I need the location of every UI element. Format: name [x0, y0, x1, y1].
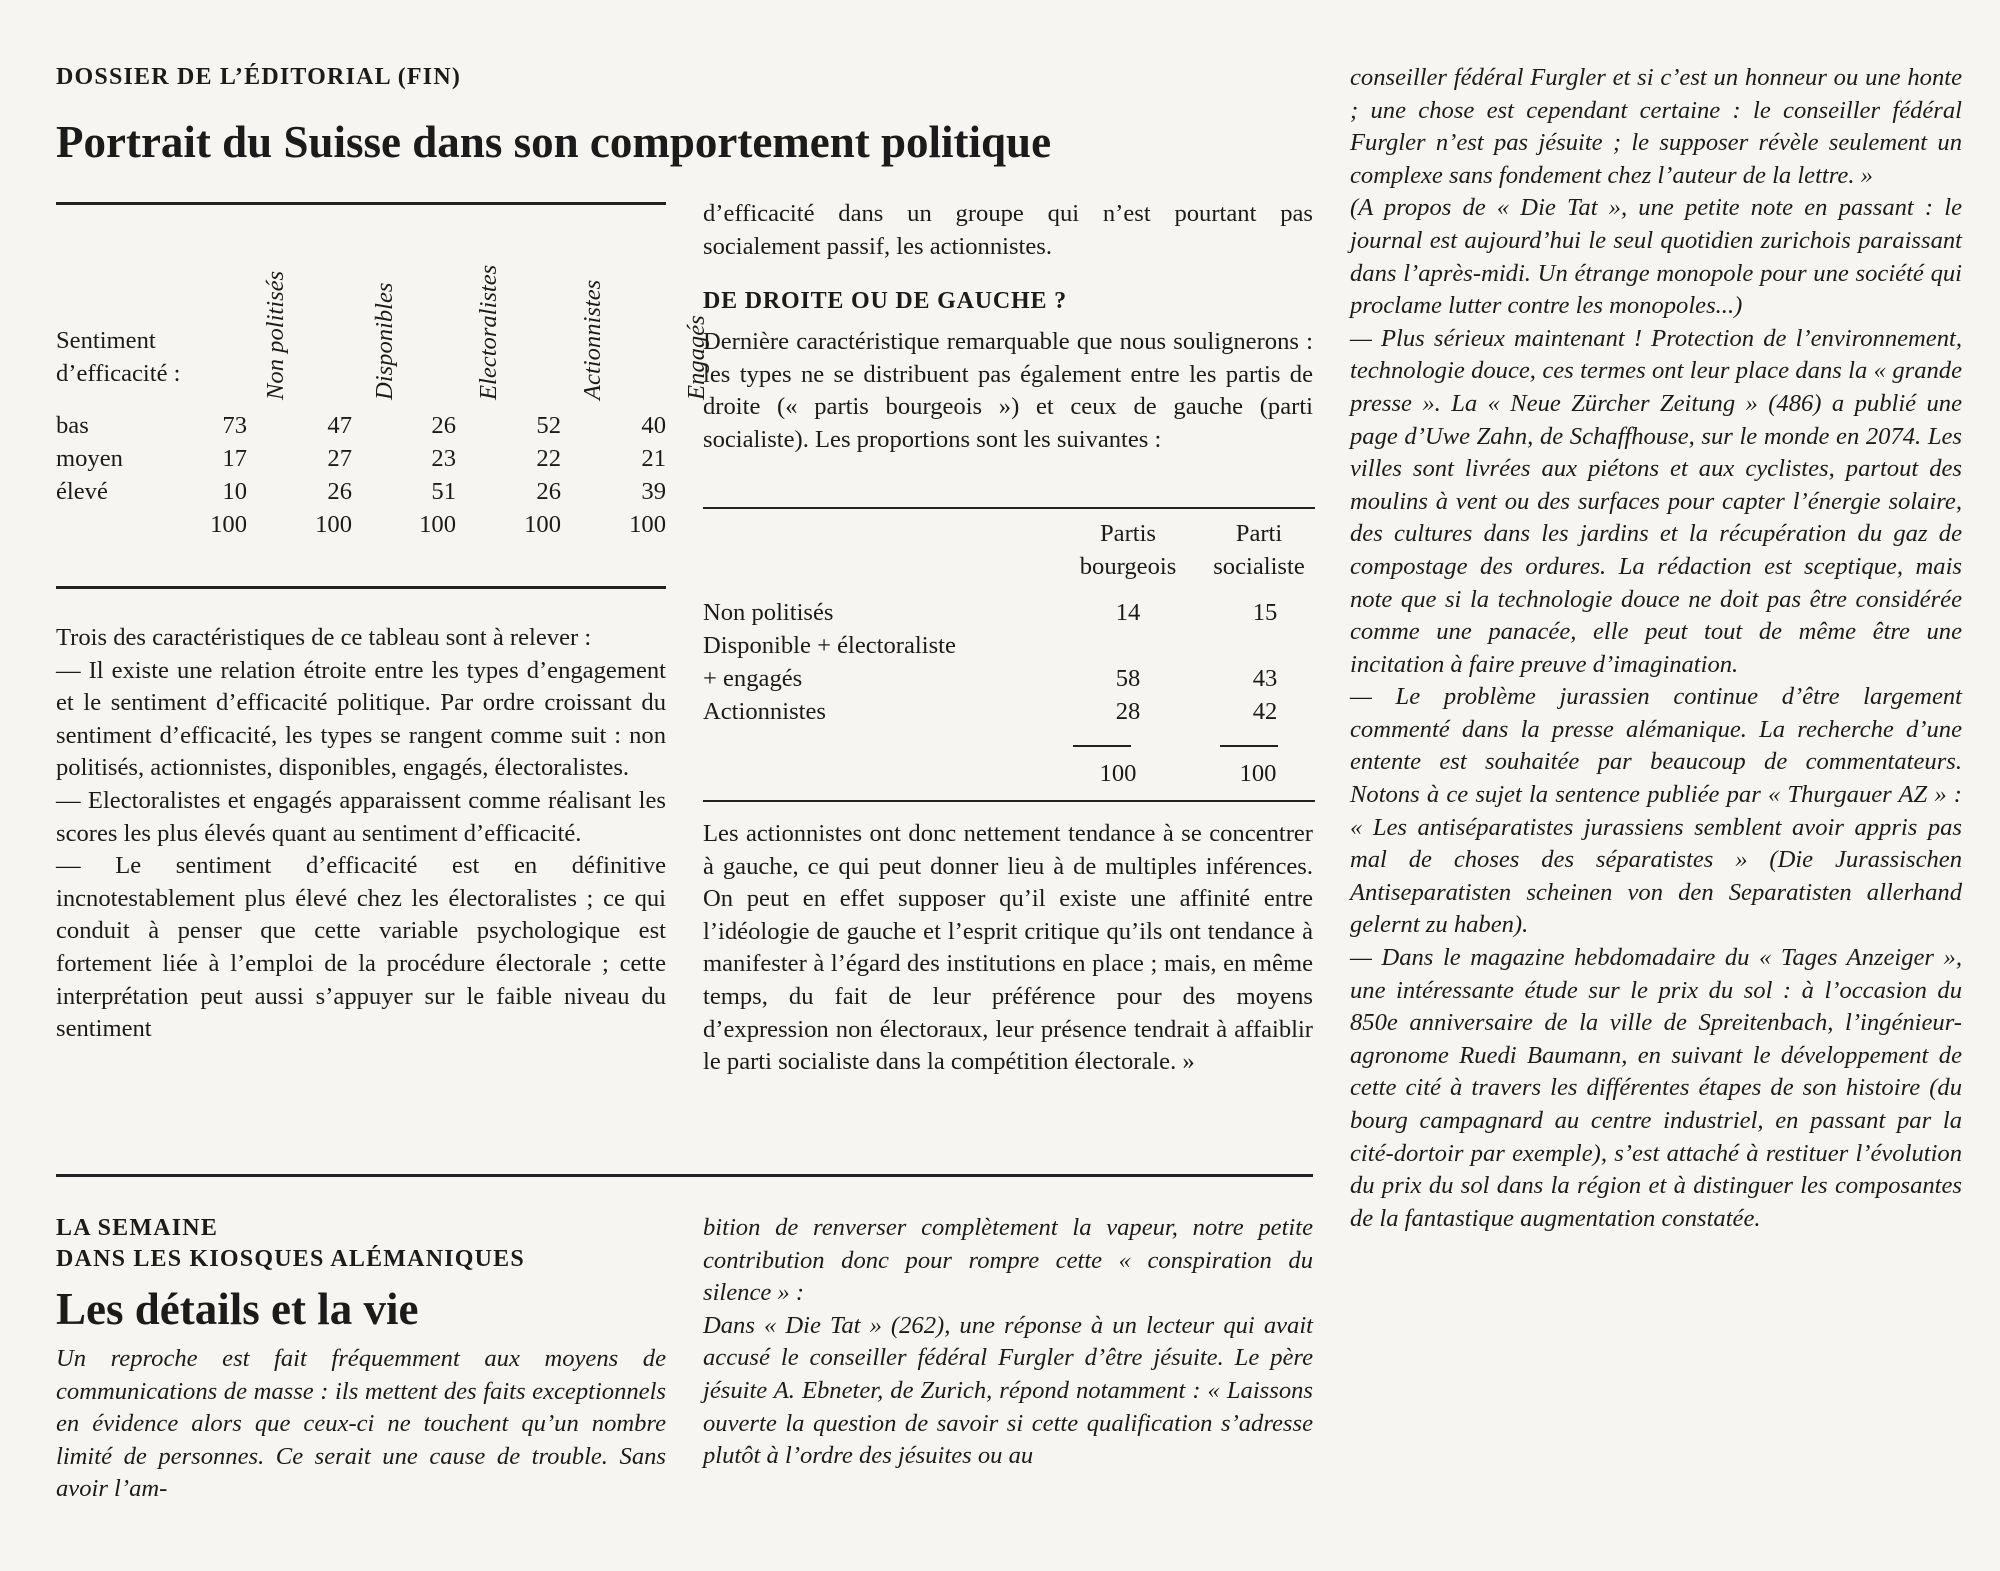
top-col2-conclusion — [703, 818, 1313, 1079]
paragraph: — Electoralistes et engagés apparaissent comme réalisant les scores les plus élevés quant au sentiment d’efficacité. — [56, 786, 666, 847]
table-cell: 39 — [641, 478, 666, 505]
bottom-col2-text — [703, 1212, 1313, 1473]
paragraph: Les actionnistes ont donc nettement tendance à se concentrer à gauche, ce qui peut donner lieu à de multiples inférences. On peut en effet supposer qu’il existe une affinité entre l’idéologie de gauche et l’esprit critique qu’ils ont tendance à manifester à l’égard des institutions en place ; mais, en même temps, du fait de leur préférence pour des moyens d’expression non électoraux, leur présence tendrait à affaiblir le parti socialiste dans la compétition électorale. » — [703, 820, 1313, 1076]
table1-bottom-rule — [56, 586, 666, 589]
table-total: 100 — [524, 511, 561, 538]
table-cell: 52 — [536, 412, 561, 439]
col-header-non-politises: Non politisés — [262, 270, 289, 400]
sum-rule-1 — [1073, 745, 1131, 747]
row-header-line2: d’efficacité : — [56, 360, 181, 387]
paragraph: d’efficacité dans un groupe qui n’est pourtant pas socialement passif, les actionnistes. — [703, 200, 1313, 260]
col3-text — [1350, 62, 1962, 1235]
table-cell: 42 — [1252, 698, 1278, 725]
row-label: Actionnistes — [703, 698, 826, 725]
top-kicker: DOSSIER DE L’ÉDITORIAL (FIN) — [56, 64, 462, 90]
paragraph: bition de renverser complètement la vapeur, notre petite contribution donc pour rompre cette « conspiration du silence » : — [703, 1214, 1313, 1307]
table-cell: 27 — [327, 445, 352, 472]
article-separator-rule — [56, 1174, 1313, 1177]
top-col2-para — [703, 326, 1313, 456]
paragraph: Trois des caractéristiques de ce tableau sont à relever : — [56, 624, 592, 651]
row-label: élevé — [56, 478, 108, 505]
paragraph: — Plus sérieux maintenant ! Protection de l’environnement, technologie douce, ces termes ont leur place dans la « grande presse ». La « Neue Zürcher Zeitung » (486) a publié une page d’Uwe Zahn, de Schaffhouse, sur le monde en 2074. Les villes sont livrées aux piétons et aux cyclistes, partout des moulins à vent ou des surfaces pour capter l’énergie solaire, des cultures dans les jardins et la récupération du gaz de compostage des ordures. La rédaction est sceptique, mais note que si la technologie douce ne doit pas être considérée comme une panacée, elle peut tout de même être une incitation à faire preuve d’imagination. — [1350, 324, 1962, 678]
paragraph: Dernière caractéristique remarquable que nous soulignerons : les types ne se distribuent pas également entre les partis de droite (« partis bourgeois ») et ceux de gauche (parti socialiste). Les proportions sont les suivantes : — [703, 328, 1313, 453]
sum-rule-2 — [1220, 745, 1278, 747]
col-header-actionnistes: Actionnistes — [579, 279, 606, 400]
row-label: bas — [56, 412, 89, 439]
col-header-bourgeois-1: Partis — [1099, 520, 1157, 547]
bottom-kicker-line1: LA SEMAINE — [56, 1215, 219, 1241]
col-header-bourgeois-2: bourgeois — [1079, 553, 1177, 580]
table-cell: 26 — [536, 478, 561, 505]
table-cell: 43 — [1252, 665, 1278, 692]
table-cell: 21 — [641, 445, 666, 472]
paragraph: — Le problème jurassien continue d’être largement commenté dans la presse alémanique. La recherche d’une entente est souhaitée par beaucoup de commentateurs. Notons à ce sujet la sentence publiée par « Thurgauer AZ » : « Les antiséparatistes jurassiens semblent avoir appris pas mal de choses des séparatistes » (Die Jurassischen Antiseparatisten scheinen von den Separatisten allerhand gelernt zu haben). — [1350, 683, 1962, 939]
bottom-col1-text — [56, 1343, 666, 1506]
table-cell: 58 — [1115, 665, 1141, 692]
table-cell: 73 — [222, 412, 247, 439]
table-cell: 28 — [1115, 698, 1141, 725]
table-cell: 26 — [327, 478, 352, 505]
table-cell: 26 — [431, 412, 456, 439]
table-cell: 47 — [327, 412, 352, 439]
top-col2-intro — [703, 198, 1313, 263]
col-header-electoralistes: Electoralistes — [475, 264, 502, 400]
bottom-kicker-line2: DANS LES KIOSQUES ALÉMANIQUES — [56, 1246, 525, 1272]
row-label: moyen — [56, 445, 123, 472]
top-col1-text — [56, 622, 666, 1046]
paragraph: — Il existe une relation étroite entre les types d’engagement et le sentiment d’efficacité politique. Par ordre croissant du sentiment d’efficacité, les types se rangent comme suit : non politisés, actionnistes, disponibles, engagés, électoralistes. — [56, 656, 666, 782]
table-cell: 10 — [222, 478, 247, 505]
table-cell: 40 — [641, 412, 666, 439]
efficacy-table — [56, 205, 710, 575]
table-total: 100 — [1099, 760, 1137, 787]
party-table — [703, 505, 1315, 805]
col-header-socialiste-2: socialiste — [1213, 553, 1305, 580]
row-label: Disponible + électoraliste — [703, 632, 956, 659]
top-title: Portrait du Suisse dans son comportement politique — [56, 117, 1052, 167]
subheading-droite-gauche: DE DROITE OU DE GAUCHE ? — [703, 288, 1067, 314]
col-header-engages: Engagés — [683, 315, 710, 400]
table-cell: 15 — [1252, 599, 1278, 626]
col-header-socialiste-1: Parti — [1235, 520, 1283, 547]
table-cell: 22 — [536, 445, 561, 472]
table-cell: 23 — [431, 445, 456, 472]
paragraph: conseiller fédéral Furgler et si c’est un honneur ou une honte ; une chose est cependant certaine : le conseiller fédéral Furgler n’est pas jésuite ; le supposer révèle seulement un complexe sans fondement chez l’auteur de la lettre. » — [1350, 64, 1962, 189]
paragraph: (A propos de « Die Tat », une petite note en passant : le journal est aujourd’hui le seul quotidien zurichois paraissant dans l’après-midi. Un étrange monopole pour une société qui proclame lutter contre les monopoles...) — [1350, 194, 1962, 320]
table-cell: 14 — [1115, 599, 1141, 626]
col-header-disponibles: Disponibles — [371, 282, 398, 400]
paragraph: Un reproche est fait fréquemment aux moyens de communications de masse : ils mettent des faits exceptionnels en évidence alors que ceux-ci ne touchent qu’un nombre limité de personnes. Ce serait une cause de trouble. Sans avoir l’am- — [56, 1345, 666, 1503]
row-label: + engagés — [703, 665, 803, 692]
row-label: Non politisés — [703, 599, 834, 626]
paragraph: — Dans le magazine hebdomadaire du « Tages Anzeiger », une intéressante étude sur le prix du sol : à l’occasion du 850e anniversaire de la ville de Spreitenbach, l’ingénieur-agronome Ruedi Baumann, en suivant le développement de cette cité à travers les différentes étapes de son histoire (du bourg campagnard au centre industriel, en passant par la cité-dortoir par exemple), s’est attaché à restituer l’évolution du prix du sol dans la région et à distinguer les composantes de la fantastique augmentation constatée. — [1350, 944, 1962, 1232]
table-cell: 51 — [431, 478, 456, 505]
paragraph: — Le sentiment d’efficacité est en définitive incnotestablement plus élevé chez les électoralistes ; ce qui conduit à penser que cette variable psychologique est fortement liée à l’emploi de la procédure électorale ; cette interprétation peut aussi s’appuyer sur le faible niveau du sentiment — [56, 852, 666, 1043]
paragraph: Dans « Die Tat » (262), une réponse à un lecteur qui avait accusé le conseiller fédéral Furgler d’être jésuite. Le père jésuite A. Ebneter, de Zurich, répond notamment : « Laissons ouverte la question de savoir si cette qualification s’adresse plutôt à l’ordre des jésuites ou au — [703, 1311, 1313, 1470]
table-total: 100 — [1239, 760, 1277, 787]
table-total: 100 — [629, 511, 666, 538]
row-header-line1: Sentiment — [56, 327, 156, 354]
bottom-title: Les détails et la vie — [56, 1284, 419, 1334]
table-total: 100 — [419, 511, 456, 538]
table-total: 100 — [315, 511, 352, 538]
table-total: 100 — [210, 511, 247, 538]
table-cell: 17 — [222, 445, 247, 472]
